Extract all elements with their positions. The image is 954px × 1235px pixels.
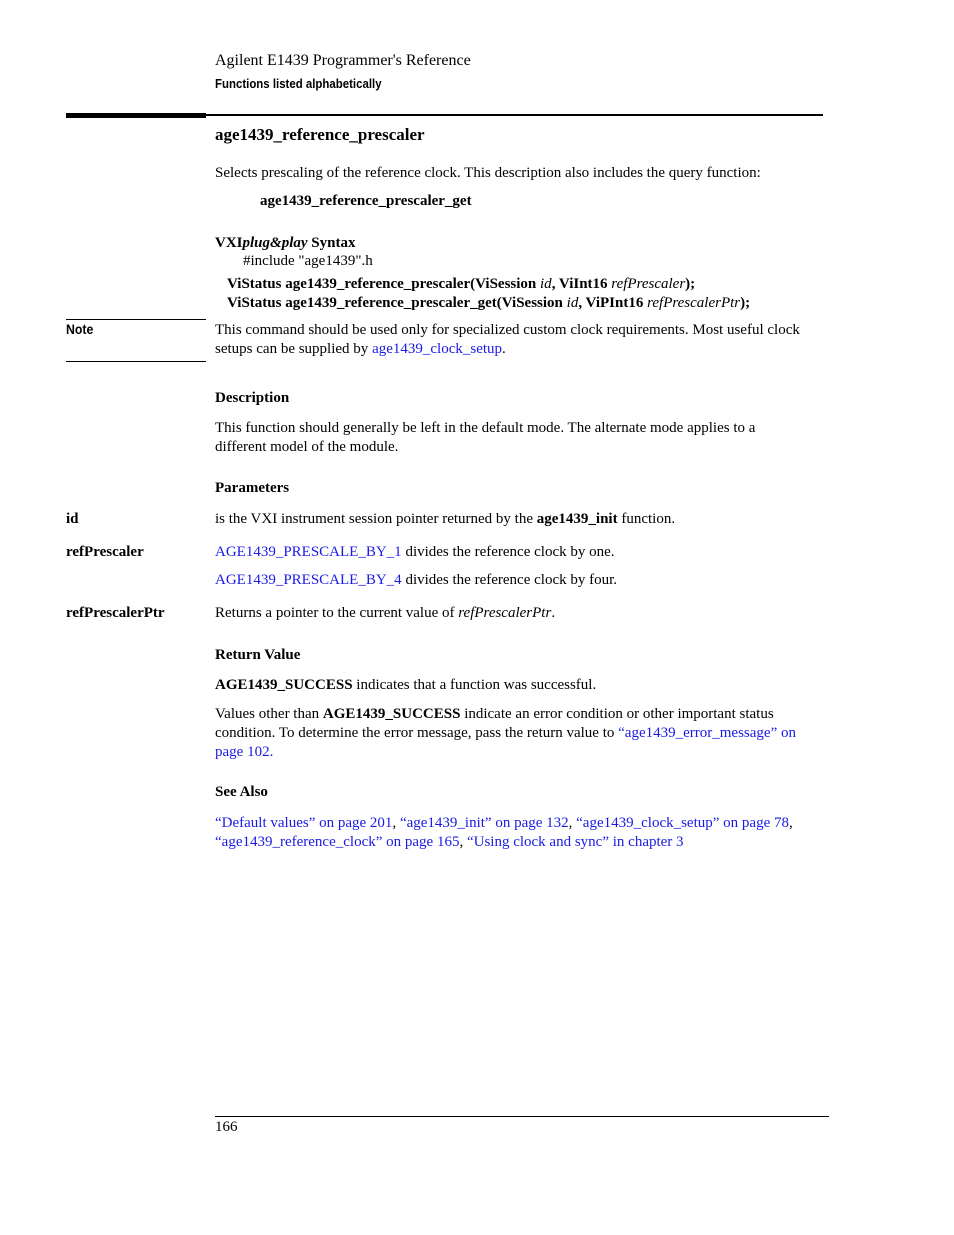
description-heading: Description [215, 390, 290, 406]
param-option-prescale-4: AGE1439_PRESCALE_BY_4 divides the reference clock by four. [215, 572, 618, 588]
note-label: Note [66, 321, 94, 337]
return-value-error-text: Values other than AGE1439_SUCCESS indicate an error condition or other important status condition. To determine the error message, pass the return value to “age1439_error_message” on page 102. [215, 706, 796, 760]
param-option-prescale-1: AGE1439_PRESCALE_BY_1 divides the reference clock by one. [215, 544, 615, 560]
page-number: 166 [215, 1119, 238, 1135]
document-title: Agilent E1439 Programmer's Reference [215, 52, 471, 69]
return-value-heading: Return Value [215, 647, 301, 663]
description-text: This function should generally be left in the default mode. The alternate mode applies to a different model of the module. [215, 420, 756, 455]
parameters-heading: Parameters [215, 480, 290, 496]
link-clock-and-sync[interactable]: “Using clock and sync” in chapter 3 [466, 834, 684, 850]
link-reference-clock[interactable]: “age1439_reference_clock” on page 165 [215, 834, 460, 850]
top-rule [206, 114, 823, 116]
query-function-name: age1439_reference_prescaler_get [260, 193, 472, 209]
note-bottom-rule [66, 361, 206, 362]
link-default-values[interactable]: “Default values” on page 201 [215, 815, 393, 831]
syntax-heading: VXIplug&play Syntax [215, 235, 356, 251]
note-top-rule [66, 319, 206, 320]
param-name-refprescalerptr: refPrescalerPtr [66, 605, 165, 621]
section-title: Functions listed alphabetically [215, 76, 382, 91]
include-line: #include "age1439".h [243, 253, 373, 269]
link-error-message[interactable]: “age1439_error_message” on [618, 725, 796, 741]
link-error-message-page[interactable]: page 102 [215, 744, 270, 760]
note-text: This command should be used only for specialized custom clock requirements. Most useful clock setups can be supplied by age1439_clock_setup. [215, 322, 800, 357]
syntax-line-2: ViStatus age1439_reference_prescaler_get(ViSession id, ViPInt16 refPrescalerPtr); [227, 295, 751, 311]
param-desc-refprescalerptr: Returns a pointer to the current value of refPrescalerPtr. [215, 605, 556, 621]
link-prescale-by-4[interactable]: AGE1439_PRESCALE_BY_4 [215, 572, 402, 588]
footer-rule [215, 1116, 829, 1117]
param-name-refprescaler: refPrescaler [66, 544, 144, 560]
see-also-links: “Default values” on page 201, “age1439_init” on page 132, “age1439_clock_setup” on page 78, “age1439_reference_clock” on page 165, “Using clock and sync” in chapter 3 [215, 815, 793, 850]
link-clock-setup[interactable]: “age1439_clock_setup” on page 78 [576, 815, 789, 831]
link-prescale-by-1[interactable]: AGE1439_PRESCALE_BY_1 [215, 544, 402, 560]
function-heading: age1439_reference_prescaler [215, 125, 425, 144]
left-thick-rule [66, 113, 206, 118]
syntax-line-1: ViStatus age1439_reference_prescaler(ViSession id, ViInt16 refPrescaler); [227, 276, 696, 292]
see-also-heading: See Also [215, 784, 268, 800]
intro-text: Selects prescaling of the reference clock. This description also includes the query function: [215, 165, 761, 181]
link-age1439-init[interactable]: “age1439_init” on page 132 [399, 815, 569, 831]
note-link-clock-setup[interactable]: age1439_clock_setup [372, 341, 503, 357]
return-value-success: AGE1439_SUCCESS indicates that a function was successful. [215, 677, 597, 693]
param-desc-id: is the VXI instrument session pointer returned by the age1439_init function. [215, 511, 676, 527]
param-name-id: id [66, 511, 79, 527]
